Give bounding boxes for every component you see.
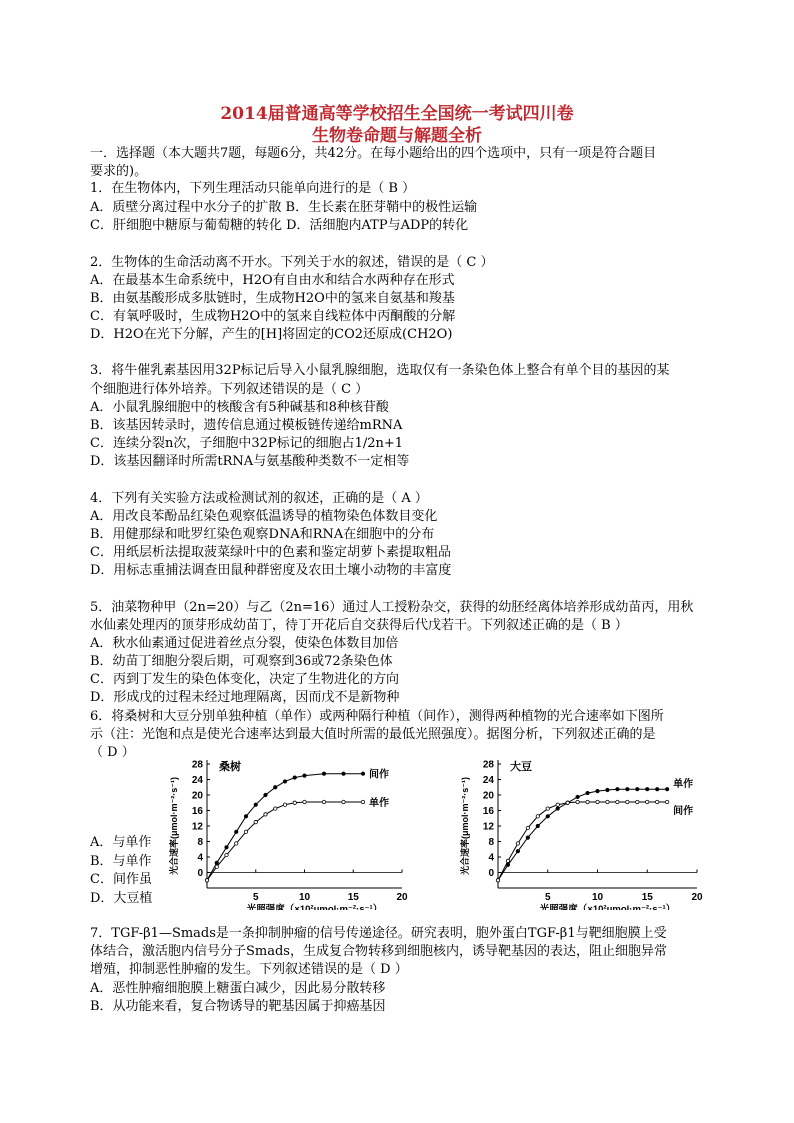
data-point [636, 800, 639, 803]
data-point [264, 813, 267, 816]
text-line: 增殖，抑制恶性肿瘤的发生。下列叙述错误的是（ D ） [90, 962, 408, 977]
data-point [616, 800, 619, 803]
text-line: 体结合，激活胞内信号分子Smads，生成复合物转移到细胞核内，诱导靶基因的表达，阻止细胞异常 [90, 944, 667, 959]
data-point [506, 859, 509, 862]
data-point [516, 842, 519, 845]
chart-soybean [440, 752, 710, 910]
data-point [283, 803, 286, 806]
series-label: 单作 [369, 797, 389, 809]
text-line: 7．TGF-β1—Smads是一条抑制肿瘤的信号传递途径。研究表明，胞外蛋白TGF-β1与靶细胞膜上受 [90, 926, 667, 941]
data-point [606, 800, 609, 803]
text-line: 2．生物体的生命活动离不开水。下列关于水的叙述，错误的是（ C ） [90, 255, 494, 270]
text-line: C．用纸层析法提取菠菜绿叶中的色素和鉴定胡萝卜素提取粗品 [90, 545, 451, 560]
y-tick-label: 4 [488, 852, 494, 864]
section-heading-cont: 要求的)。 [90, 164, 148, 179]
data-point [626, 787, 629, 790]
x-tick-label: 15 [641, 892, 653, 903]
data-point [656, 800, 659, 803]
text-line: C．连续分裂n次，子细胞中32P标记的细胞占1/2n+1 [90, 436, 404, 451]
data-point [576, 800, 579, 803]
data-point [516, 849, 519, 852]
series-line [207, 774, 363, 881]
x-tick-label: 10 [298, 892, 311, 903]
data-point [536, 815, 539, 818]
text-line: A．用改良苯酚品红染色观察低温诱导的植物染色体数目变化 [90, 509, 438, 524]
data-point [526, 826, 529, 829]
text-line: （ D ） [90, 745, 135, 760]
y-tick-label: 20 [482, 790, 494, 802]
y-tick-label: 0 [488, 868, 494, 879]
data-point [283, 780, 286, 783]
x-tick-label: 15 [347, 892, 359, 903]
y-tick-label: 28 [191, 759, 203, 771]
data-point [303, 774, 306, 777]
data-point [254, 803, 257, 806]
text-line: C．肝细胞中糖原与葡萄糖的转化 D．活细胞内ATP与ADP的转化 [90, 218, 469, 233]
data-point [586, 791, 589, 794]
section-heading: 一．选择题（本大题共7题，每题6分，共42分。在每小题给出的四个选项中，只有一项是符合题目 [90, 146, 657, 161]
text-line: A．在最基本生命系统中，H2O有自由水和结合水两种存在形式 [90, 273, 455, 288]
x-axis-label: 光照强度（×10²μmol·m⁻²·s⁻¹） [539, 904, 676, 910]
text-line: D．用标志重捕法调查田鼠种群密度及农田土壤小动物的丰富度 [90, 563, 452, 578]
data-point [546, 815, 549, 818]
data-point [254, 820, 257, 823]
data-point [322, 800, 325, 803]
data-point [596, 789, 599, 792]
text-line: 6．将桑树和大豆分别单独种植（单作）或两种隔行种植（间作），测得两种植物的光合速率如下图所 [90, 709, 664, 724]
data-point [665, 800, 668, 803]
text-line: B．由氨基酸形成多肽链时，生成物H2O中的氢来自氨基和羧基 [90, 291, 455, 306]
data-point [322, 772, 325, 775]
data-point [274, 786, 277, 789]
data-point [496, 879, 499, 882]
text-line: B．该基因转录时，遗传信息通过模板链传递给mRNA [90, 418, 403, 433]
y-tick-label: 24 [482, 775, 494, 786]
data-point [566, 801, 569, 804]
data-point [656, 787, 659, 790]
y-tick-label: 4 [197, 852, 203, 864]
y-tick-label: 20 [191, 790, 203, 802]
data-point [616, 787, 619, 790]
data-point [342, 772, 345, 775]
text-line: B．幼苗丁细胞分裂后期，可观察到36或72条染色体 [90, 654, 393, 669]
x-tick-label: 10 [591, 892, 604, 903]
series-label: 间作 [369, 769, 389, 781]
text-line: A．质壁分离过程中水分子的扩散 B．生长素在胚芽鞘中的极性运输 [90, 200, 478, 215]
data-point [205, 879, 208, 882]
y-tick-label: 16 [191, 806, 203, 817]
data-point [244, 830, 247, 833]
data-point [274, 807, 277, 810]
chart-mulberry [155, 752, 410, 910]
text-line: C．有氧呼吸时，生成物H2O中的氢来自线粒体中丙酮酸的分解 [90, 309, 456, 324]
text-line: D．H2O在光下分解，产生的[H]将固定的CO2还原成(CH2O) [90, 327, 453, 342]
x-tick-label: 5 [252, 892, 259, 903]
data-point [303, 800, 306, 803]
y-tick-label: 28 [482, 759, 494, 771]
data-point [556, 803, 559, 806]
data-point [586, 800, 589, 803]
data-point [546, 807, 549, 810]
y-tick-label: 8 [197, 837, 203, 848]
text-line: C．丙到丁发生的染色体变化，决定了生物进化的方向 [90, 672, 399, 687]
data-point [646, 800, 649, 803]
text-line: A．小鼠乳腺细胞中的核酸含有5种碱基和8种核苷酸 [90, 400, 389, 415]
series-label: 间作 [673, 805, 694, 817]
data-point [526, 836, 529, 839]
text-line: 4．下列有关实验方法或检测试剂的叙述，正确的是（ A ） [90, 491, 428, 506]
data-point [225, 853, 228, 856]
data-point [264, 793, 267, 796]
data-point [626, 800, 629, 803]
text-line: D．该基因翻译时所需tRNA与氨基酸种类数不一定相等 [90, 454, 410, 469]
data-point [215, 861, 218, 864]
text-line: 5．油菜物种甲（2n=20）与乙（2n=16）通过人工授粉杂交，获得的幼胚经离体培养形成幼苗丙，用秋 [90, 600, 694, 615]
data-point [596, 800, 599, 803]
data-point [536, 824, 539, 827]
series-line [498, 802, 667, 880]
y-tick-label: 24 [191, 775, 203, 786]
data-point [215, 865, 218, 868]
data-point [361, 800, 364, 803]
data-point [225, 846, 228, 849]
text-line: D．大豆植 [90, 891, 153, 906]
text-line: D．形成戊的过程未经过地理隔离，因而戊不是新物种 [90, 690, 400, 705]
y-axis-label: 光合速率(μmol·m⁻²·s⁻¹) [169, 777, 179, 875]
y-tick-label: 8 [488, 837, 494, 848]
data-point [646, 787, 649, 790]
y-tick-label: 16 [482, 806, 494, 817]
x-tick-label: 5 [544, 892, 551, 903]
y-tick-label: 0 [197, 868, 203, 879]
data-point [576, 795, 579, 798]
page-title-line2: 生物卷命题与解题全析 [312, 126, 482, 146]
x-tick-label: 20 [691, 892, 703, 903]
chart-title: 大豆 [510, 761, 532, 773]
text-line: A．秋水仙素通过促进着丝点分裂，使染色体数目加倍 [90, 636, 399, 651]
text-line: 示（注：光饱和点是使光合速率达到最大值时所需的最低光照强度）。据图分析，下列叙述正确的是 [90, 727, 656, 742]
chart-title: 桑树 [219, 761, 241, 773]
text-line: 水仙素处理丙的顶芽形成幼苗丁，待丁开花后自交获得后代戊若干。下列叙述正确的是（ B ） [90, 618, 628, 633]
text-line: A．恶性肿瘤细胞膜上糖蛋白减少，因此易分散转移 [90, 981, 386, 996]
text-line: 个细胞进行体外培养。下列叙述错误的是（ C ） [90, 382, 369, 397]
y-tick-label: 12 [191, 821, 203, 833]
data-point [244, 815, 247, 818]
text-line: 3．将牛催乳素基因用32P标记后导入小鼠乳腺细胞，选取仅有一条染色体上整合有单个目的基因的某 [90, 363, 670, 378]
data-point [556, 807, 559, 810]
data-point [235, 830, 238, 833]
data-point [361, 772, 364, 775]
series-label: 单作 [673, 779, 694, 791]
data-point [342, 800, 345, 803]
data-point [235, 842, 238, 845]
data-point [293, 801, 296, 804]
text-line: C．间作虽 [90, 872, 152, 887]
y-axis-label: 光合速率(μmol·m⁻²·s⁻¹) [460, 777, 470, 875]
data-point [606, 788, 609, 791]
y-tick-label: 12 [482, 821, 494, 833]
data-point [665, 787, 668, 790]
data-point [293, 776, 296, 779]
text-line: B．用健那绿和吡罗红染色观察DNA和RNA在细胞中的分布 [90, 527, 435, 542]
x-axis-label: 光照强度（×10²μmol·m⁻²·s⁻¹） [246, 904, 383, 910]
page-title-line1: 2014届普通高等学校招生全国统一考试四川卷 [220, 104, 574, 124]
text-line: B．从功能来看，复合物诱导的靶基因属于抑癌基因 [90, 999, 386, 1014]
text-line: B．与单作 [90, 854, 152, 869]
data-point [636, 787, 639, 790]
x-tick-label: 20 [396, 892, 408, 903]
text-line: 1．在生物体内，下列生理活动只能单向进行的是（ B ） [90, 181, 416, 196]
text-line: A．与单作 [90, 835, 152, 850]
